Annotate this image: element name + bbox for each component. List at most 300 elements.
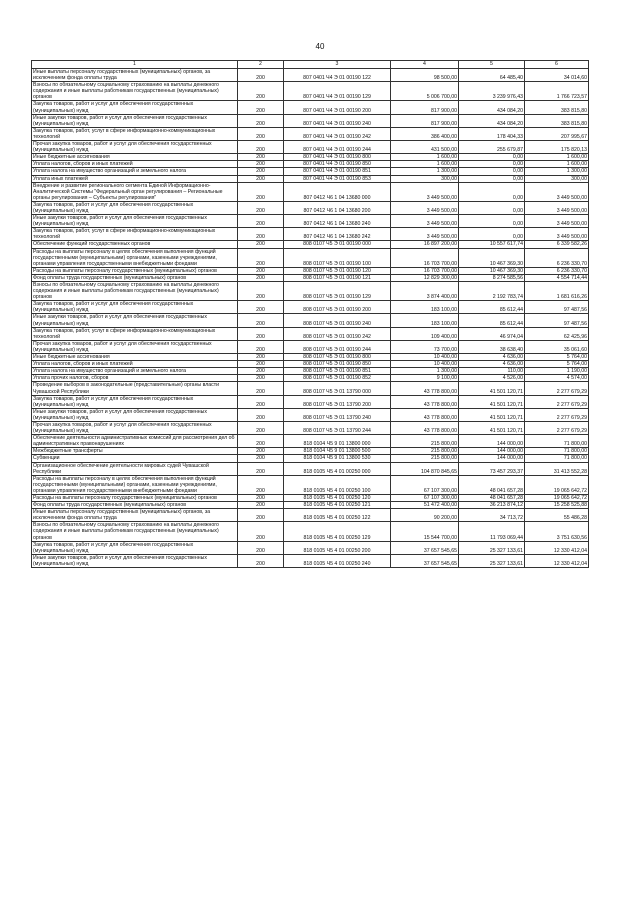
table-row (32, 462, 589, 475)
table-row (32, 327, 589, 340)
row-classification-code: 808 0107 Ч5 Э 01 00190 129 (284, 282, 391, 301)
row-name: Закупка товаров, работ и услуг для обеспечения государственных (муниципальных) нужд (32, 101, 238, 114)
row-code: 200 (238, 182, 284, 201)
table-row (32, 455, 589, 462)
row-classification-code: 808 0107 Ч5 Э 01 00190 851 (284, 368, 391, 375)
row-code: 200 (238, 267, 284, 274)
table-row (32, 340, 589, 353)
row-code: 200 (238, 215, 284, 228)
row-classification-code: 807 0401 Ч4 Э 01 00190 850 (284, 161, 391, 168)
row-code: 200 (238, 509, 284, 522)
row-classification-code: 807 0412 Ч6 1 04 13680 200 (284, 201, 391, 214)
row-approved-amount: 183 100,00 (391, 314, 459, 327)
row-classification-code: 818 0105 Ч5 4 01 00250 200 (284, 541, 391, 554)
row-name: Обеспечение деятельности административных комиссий для рассмотрения дел об административных правонарушениях (32, 435, 238, 448)
row-executed-amount: 64 485,40 (459, 69, 525, 82)
row-approved-amount: 67 107 300,00 (391, 495, 459, 502)
row-name: Закупка товаров, работ и услуг для обеспечения государственных (муниципальных) нужд (32, 395, 238, 408)
row-classification-code: 807 0412 Ч6 1 04 13680 240 (284, 215, 391, 228)
table-row (32, 368, 589, 375)
row-executed-amount: 4 636,00 (459, 354, 525, 361)
row-approved-amount: 215 800,00 (391, 448, 459, 455)
row-name: Проведение выборов в законодательные (представительные) органы власти Чувашской Республики (32, 382, 238, 395)
row-code: 200 (238, 327, 284, 340)
row-approved-amount: 386 400,00 (391, 127, 459, 140)
row-executed-amount: 0,00 (459, 228, 525, 241)
row-unexecuted-amount: 3 449 500,00 (525, 182, 589, 201)
row-approved-amount: 12 829 300,00 (391, 274, 459, 281)
row-executed-amount: 41 501 120,71 (459, 421, 525, 434)
row-name: Расходы на выплаты персоналу государственных (муниципальных) органов (32, 267, 238, 274)
table-row (32, 541, 589, 554)
row-unexecuted-amount: 15 258 525,88 (525, 502, 589, 509)
row-executed-amount: 41 501 120,71 (459, 382, 525, 395)
row-classification-code: 818 0104 Ч5 9 01 13800 000 (284, 435, 391, 448)
row-classification-code: 808 0107 Ч5 Э 01 13790 200 (284, 395, 391, 408)
row-executed-amount: 85 612,44 (459, 301, 525, 314)
row-name: Прочая закупка товаров, работ и услуг для обеспечения государственных (муниципальных) нужд (32, 340, 238, 353)
row-code: 200 (238, 368, 284, 375)
table-row (32, 228, 589, 241)
row-unexecuted-amount: 55 486,28 (525, 509, 589, 522)
row-unexecuted-amount: 35 061,60 (525, 340, 589, 353)
row-unexecuted-amount: 97 487,56 (525, 301, 589, 314)
row-approved-amount: 104 870 845,65 (391, 462, 459, 475)
row-name: Иные закупки товаров, работ и услуг для обеспечения государственных (муниципальных) нужд (32, 554, 238, 567)
row-executed-amount: 46 974,04 (459, 327, 525, 340)
row-name: Закупка товаров, работ, услуг в сфере информационно-коммуникационных технологий (32, 327, 238, 340)
row-unexecuted-amount: 1 766 723,57 (525, 82, 589, 101)
row-executed-amount: 0,00 (459, 175, 525, 182)
row-name: Взносы по обязательному социальному страхованию на выплаты денежного содержания и иные выплаты работникам государственных (муниципальных) органов (32, 522, 238, 541)
row-classification-code: 818 0105 Ч5 4 01 00250 121 (284, 502, 391, 509)
row-classification-code: 807 0401 Ч4 Э 01 00190 853 (284, 175, 391, 182)
row-name: Закупка товаров, работ и услуг для обеспечения государственных (муниципальных) нужд (32, 301, 238, 314)
table-row (32, 301, 589, 314)
row-name: Организационное обеспечение деятельности мировых судей Чувашской Республики (32, 462, 238, 475)
row-executed-amount: 41 501 120,71 (459, 408, 525, 421)
row-unexecuted-amount: 19 065 642,72 (525, 475, 589, 494)
row-classification-code: 818 0105 Ч5 4 01 00250 120 (284, 495, 391, 502)
row-classification-code: 808 0107 Ч5 Э 01 00190 120 (284, 267, 391, 274)
row-classification-code: 818 0104 Ч5 9 01 13800 530 (284, 455, 391, 462)
row-name: Расходы на выплаты персоналу в целях обеспечения выполнения функций государственными (муниципальными) органами, казенными учреждениями, органами управления государственными внебюджетными фондами (32, 475, 238, 494)
row-approved-amount: 16 703 700,00 (391, 267, 459, 274)
row-unexecuted-amount: 1 600,00 (525, 161, 589, 168)
row-approved-amount: 73 700,00 (391, 340, 459, 353)
row-code: 200 (238, 462, 284, 475)
table-row (32, 502, 589, 509)
row-classification-code: 807 0401 Ч4 Э 01 00190 200 (284, 101, 391, 114)
row-code: 200 (238, 475, 284, 494)
row-name: Взносы по обязательному социальному страхованию на выплаты денежного содержания и иные выплаты работникам государственных (муниципальных) органов (32, 82, 238, 101)
row-name: Иные выплаты персоналу государственных (муниципальных) органов, за исключением фонда оплаты труда (32, 69, 238, 82)
row-unexecuted-amount: 1 600,00 (525, 154, 589, 161)
row-name: Внедрение и развитие регионального сегмента Единой Информационно-Аналитической Системы "Федеральный орган регулирования – Региональные органы регулирования – Субъекты регулирования" (32, 182, 238, 201)
row-unexecuted-amount: 2 277 679,29 (525, 421, 589, 434)
row-unexecuted-amount: 5 764,00 (525, 361, 589, 368)
row-unexecuted-amount: 71 800,00 (525, 455, 589, 462)
row-classification-code: 818 0105 Ч5 4 01 00250 000 (284, 462, 391, 475)
row-executed-amount: 255 679,87 (459, 141, 525, 154)
row-executed-amount: 8 274 585,56 (459, 274, 525, 281)
row-executed-amount: 144 000,00 (459, 435, 525, 448)
table-row (32, 241, 589, 248)
table-row (32, 382, 589, 395)
table-row (32, 182, 589, 201)
row-name: Иные бюджетные ассигнования (32, 354, 238, 361)
row-approved-amount: 431 500,00 (391, 141, 459, 154)
row-name: Иные закупки товаров, работ и услуг для обеспечения государственных (муниципальных) нужд (32, 215, 238, 228)
row-classification-code: 807 0412 Ч6 1 04 13680 242 (284, 228, 391, 241)
row-name: Фонд оплаты труда государственных (муниципальных) органов (32, 502, 238, 509)
row-code: 200 (238, 495, 284, 502)
row-executed-amount: 144 000,00 (459, 448, 525, 455)
page-number: 40 (315, 42, 325, 51)
row-code: 200 (238, 541, 284, 554)
row-code: 200 (238, 114, 284, 127)
column-header-6: 6 (525, 61, 589, 69)
row-executed-amount: 4 636,00 (459, 361, 525, 368)
row-classification-code: 807 0401 Ч4 Э 01 00190 851 (284, 168, 391, 175)
row-code: 200 (238, 274, 284, 281)
row-approved-amount: 16 897 200,00 (391, 241, 459, 248)
table-row (32, 248, 589, 267)
row-name: Межбюджетные трансферты (32, 448, 238, 455)
row-name: Иные закупки товаров, работ и услуг для обеспечения государственных (муниципальных) нужд (32, 114, 238, 127)
row-code: 200 (238, 340, 284, 353)
row-approved-amount: 15 544 700,00 (391, 522, 459, 541)
row-name: Взносы по обязательному социальному страхованию на выплаты денежного содержания и иные выплаты работникам государственных (муниципальных) органов (32, 282, 238, 301)
row-classification-code: 807 0401 Ч4 Э 01 00190 244 (284, 141, 391, 154)
row-name: Закупка товаров, работ, услуг в сфере информационно-коммуникационных технологий (32, 127, 238, 140)
row-classification-code: 807 0401 Ч4 Э 01 00190 240 (284, 114, 391, 127)
table-row (32, 408, 589, 421)
row-approved-amount: 3 874 400,00 (391, 282, 459, 301)
row-executed-amount: 2 192 783,74 (459, 282, 525, 301)
row-unexecuted-amount: 5 764,00 (525, 354, 589, 361)
row-code: 200 (238, 455, 284, 462)
table-row (32, 161, 589, 168)
row-code: 200 (238, 395, 284, 408)
row-approved-amount: 1 300,00 (391, 168, 459, 175)
row-classification-code: 808 0107 Ч5 Э 01 00190 244 (284, 340, 391, 353)
row-executed-amount: 0,00 (459, 168, 525, 175)
row-classification-code: 807 0401 Ч4 Э 01 00190 122 (284, 69, 391, 82)
row-executed-amount: 144 000,00 (459, 455, 525, 462)
row-executed-amount: 10 557 617,74 (459, 241, 525, 248)
row-executed-amount: 4 526,00 (459, 375, 525, 382)
budget-execution-table (31, 60, 589, 568)
row-approved-amount: 9 100,00 (391, 375, 459, 382)
table-row (32, 522, 589, 541)
table-row (32, 201, 589, 214)
row-approved-amount: 1 600,00 (391, 161, 459, 168)
column-header-1: 1 (32, 61, 238, 69)
row-classification-code: 808 0107 Ч5 Э 01 00190 200 (284, 301, 391, 314)
table-row (32, 495, 589, 502)
row-unexecuted-amount: 34 014,60 (525, 69, 589, 82)
table-row (32, 361, 589, 368)
row-classification-code: 808 0107 Ч5 Э 01 00190 100 (284, 248, 391, 267)
table-row (32, 215, 589, 228)
table-row (32, 127, 589, 140)
table-row (32, 114, 589, 127)
row-unexecuted-amount: 6 236 330,70 (525, 248, 589, 267)
row-code: 200 (238, 175, 284, 182)
row-name: Иные закупки товаров, работ и услуг для обеспечения государственных (муниципальных) нужд (32, 314, 238, 327)
row-unexecuted-amount: 2 277 679,29 (525, 395, 589, 408)
row-executed-amount: 434 084,20 (459, 114, 525, 127)
row-approved-amount: 300,00 (391, 175, 459, 182)
row-code: 200 (238, 382, 284, 395)
table-row (32, 375, 589, 382)
row-classification-code: 807 0401 Ч4 Э 01 00190 242 (284, 127, 391, 140)
row-executed-amount: 25 327 133,61 (459, 554, 525, 567)
row-code: 200 (238, 361, 284, 368)
row-approved-amount: 10 400,00 (391, 361, 459, 368)
row-unexecuted-amount: 1 190,00 (525, 368, 589, 375)
row-name: Уплата прочих налогов, сборов (32, 375, 238, 382)
row-name: Расходы на выплаты персоналу в целях обеспечения выполнения функций государственными (муниципальными) органами, казенными учреждениями, органами управления государственными внебюджетными фондами (32, 248, 238, 267)
row-unexecuted-amount: 12 330 412,04 (525, 541, 589, 554)
table-body (32, 69, 589, 568)
table-row (32, 141, 589, 154)
row-code: 200 (238, 127, 284, 140)
row-approved-amount: 215 800,00 (391, 455, 459, 462)
row-approved-amount: 3 449 500,00 (391, 215, 459, 228)
table-row (32, 314, 589, 327)
row-unexecuted-amount: 383 815,80 (525, 101, 589, 114)
row-executed-amount: 34 713,72 (459, 509, 525, 522)
row-code: 200 (238, 228, 284, 241)
row-approved-amount: 215 800,00 (391, 435, 459, 448)
row-approved-amount: 109 400,00 (391, 327, 459, 340)
row-approved-amount: 43 778 800,00 (391, 421, 459, 434)
table-row (32, 282, 589, 301)
row-classification-code: 818 0105 Ч5 4 01 00250 240 (284, 554, 391, 567)
row-name: Иные бюджетные ассигнования (32, 154, 238, 161)
row-name: Закупка товаров, работ и услуг для обеспечения государственных (муниципальных) нужд (32, 201, 238, 214)
row-code: 200 (238, 154, 284, 161)
table-row (32, 435, 589, 448)
row-classification-code: 807 0412 Ч6 1 04 13680 000 (284, 182, 391, 201)
row-executed-amount: 11 793 069,44 (459, 522, 525, 541)
row-unexecuted-amount: 2 277 679,29 (525, 382, 589, 395)
row-unexecuted-amount: 207 995,67 (525, 127, 589, 140)
row-executed-amount: 73 457 293,37 (459, 462, 525, 475)
table-row (32, 154, 589, 161)
row-unexecuted-amount: 6 236 330,70 (525, 267, 589, 274)
row-classification-code: 818 0105 Ч5 4 01 00250 129 (284, 522, 391, 541)
row-executed-amount: 3 239 976,43 (459, 82, 525, 101)
row-unexecuted-amount: 300,00 (525, 175, 589, 182)
row-unexecuted-amount: 3 449 500,00 (525, 215, 589, 228)
row-unexecuted-amount: 4 574,00 (525, 375, 589, 382)
row-approved-amount: 90 200,00 (391, 509, 459, 522)
row-code: 200 (238, 435, 284, 448)
row-name: Закупка товаров, работ, услуг в сфере информационно-коммуникационных технологий (32, 228, 238, 241)
row-approved-amount: 37 657 545,65 (391, 541, 459, 554)
row-unexecuted-amount: 3 449 500,00 (525, 228, 589, 241)
row-code: 200 (238, 301, 284, 314)
row-code: 200 (238, 282, 284, 301)
row-name: Иные закупки товаров, работ и услуг для обеспечения государственных (муниципальных) нужд (32, 408, 238, 421)
row-classification-code: 808 0107 Ч5 Э 01 00190 242 (284, 327, 391, 340)
row-name: Обеспечение функций государственных органов (32, 241, 238, 248)
row-classification-code: 808 0107 Ч5 Э 01 00190 800 (284, 354, 391, 361)
row-executed-amount: 0,00 (459, 215, 525, 228)
row-executed-amount: 41 501 120,71 (459, 395, 525, 408)
row-classification-code: 808 0107 Ч5 Э 01 13790 240 (284, 408, 391, 421)
row-classification-code: 808 0107 Ч5 Э 01 13790 000 (284, 382, 391, 395)
row-classification-code: 808 0107 Ч5 Э 01 13790 244 (284, 421, 391, 434)
row-name: Прочая закупка товаров, работ и услуг для обеспечения государственных (муниципальных) нужд (32, 141, 238, 154)
row-executed-amount: 36 213 874,12 (459, 502, 525, 509)
row-code: 200 (238, 201, 284, 214)
row-unexecuted-amount: 383 815,80 (525, 114, 589, 127)
table-row (32, 509, 589, 522)
row-executed-amount: 110,00 (459, 368, 525, 375)
table-row (32, 354, 589, 361)
row-executed-amount: 48 041 657,28 (459, 495, 525, 502)
row-classification-code: 818 0104 Ч5 9 01 13800 500 (284, 448, 391, 455)
row-approved-amount: 16 703 700,00 (391, 248, 459, 267)
row-code: 200 (238, 141, 284, 154)
table-row (32, 175, 589, 182)
row-approved-amount: 3 449 500,00 (391, 182, 459, 201)
row-executed-amount: 0,00 (459, 182, 525, 201)
row-approved-amount: 817 900,00 (391, 101, 459, 114)
row-approved-amount: 10 400,00 (391, 354, 459, 361)
row-name: Уплата налога на имущество организаций и земельного налога (32, 168, 238, 175)
table-row (32, 82, 589, 101)
row-classification-code: 808 0107 Ч5 Э 01 00190 852 (284, 375, 391, 382)
row-executed-amount: 178 404,33 (459, 127, 525, 140)
header-row (32, 61, 589, 69)
row-classification-code: 807 0401 Ч4 Э 01 00190 800 (284, 154, 391, 161)
row-classification-code: 818 0105 Ч5 4 01 00250 100 (284, 475, 391, 494)
row-unexecuted-amount: 3 751 630,56 (525, 522, 589, 541)
row-name: Уплата иных платежей (32, 175, 238, 182)
row-executed-amount: 0,00 (459, 161, 525, 168)
row-approved-amount: 3 449 500,00 (391, 228, 459, 241)
row-code: 200 (238, 314, 284, 327)
table-row (32, 267, 589, 274)
row-approved-amount: 817 900,00 (391, 114, 459, 127)
row-executed-amount: 25 327 133,61 (459, 541, 525, 554)
row-approved-amount: 67 107 300,00 (391, 475, 459, 494)
table-row (32, 69, 589, 82)
row-executed-amount: 10 467 369,30 (459, 248, 525, 267)
table-row (32, 475, 589, 494)
row-code: 200 (238, 522, 284, 541)
row-name: Уплата налогов, сборов и иных платежей (32, 361, 238, 368)
row-code: 200 (238, 375, 284, 382)
row-executed-amount: 10 467 369,30 (459, 267, 525, 274)
column-header-3: 3 (284, 61, 391, 69)
row-name: Уплата налогов, сборов и иных платежей (32, 161, 238, 168)
row-code: 200 (238, 168, 284, 175)
table-row (32, 395, 589, 408)
row-classification-code: 808 0107 Ч5 Э 01 00190 850 (284, 361, 391, 368)
table-row (32, 448, 589, 455)
row-code: 200 (238, 421, 284, 434)
row-executed-amount: 434 084,20 (459, 101, 525, 114)
row-executed-amount: 0,00 (459, 154, 525, 161)
row-name: Расходы на выплаты персоналу государственных (муниципальных) органов (32, 495, 238, 502)
row-code: 200 (238, 354, 284, 361)
row-unexecuted-amount: 71 800,00 (525, 435, 589, 448)
row-unexecuted-amount: 12 330 412,04 (525, 554, 589, 567)
row-approved-amount: 3 449 500,00 (391, 201, 459, 214)
column-header-4: 4 (391, 61, 459, 69)
row-executed-amount: 48 041 657,28 (459, 475, 525, 494)
row-code: 200 (238, 161, 284, 168)
row-code: 200 (238, 448, 284, 455)
row-unexecuted-amount: 19 065 642,72 (525, 495, 589, 502)
row-unexecuted-amount: 97 487,56 (525, 314, 589, 327)
table-row (32, 101, 589, 114)
row-classification-code: 807 0401 Ч4 Э 01 00190 129 (284, 82, 391, 101)
row-name: Закупка товаров, работ и услуг для обеспечения государственных (муниципальных) нужд (32, 541, 238, 554)
row-code: 200 (238, 241, 284, 248)
row-name: Уплата налога на имущество организаций и земельного налога (32, 368, 238, 375)
row-executed-amount: 0,00 (459, 201, 525, 214)
row-classification-code: 808 0107 Ч5 Э 01 00190 121 (284, 274, 391, 281)
row-executed-amount: 38 638,40 (459, 340, 525, 353)
row-unexecuted-amount: 62 425,96 (525, 327, 589, 340)
column-header-5: 5 (459, 61, 525, 69)
row-name: Фонд оплаты труда государственных (муниципальных) органов (32, 274, 238, 281)
row-unexecuted-amount: 31 413 552,28 (525, 462, 589, 475)
row-code: 200 (238, 101, 284, 114)
row-unexecuted-amount: 1 681 616,26 (525, 282, 589, 301)
row-approved-amount: 1 300,00 (391, 368, 459, 375)
row-approved-amount: 37 657 545,65 (391, 554, 459, 567)
row-name: Прочая закупка товаров, работ и услуг для обеспечения государственных (муниципальных) нужд (32, 421, 238, 434)
row-approved-amount: 1 600,00 (391, 154, 459, 161)
row-classification-code: 808 0107 Ч5 Э 01 00190 000 (284, 241, 391, 248)
row-approved-amount: 43 778 800,00 (391, 408, 459, 421)
table-row (32, 554, 589, 567)
row-code: 200 (238, 554, 284, 567)
row-unexecuted-amount: 175 820,13 (525, 141, 589, 154)
row-unexecuted-amount: 3 449 500,00 (525, 201, 589, 214)
table-row (32, 168, 589, 175)
row-approved-amount: 43 778 800,00 (391, 382, 459, 395)
table-row (32, 274, 589, 281)
row-classification-code: 818 0105 Ч5 4 01 00250 122 (284, 509, 391, 522)
row-unexecuted-amount: 4 554 714,44 (525, 274, 589, 281)
row-code: 200 (238, 502, 284, 509)
table-row (32, 421, 589, 434)
row-unexecuted-amount: 6 339 582,26 (525, 241, 589, 248)
row-unexecuted-amount: 71 800,00 (525, 448, 589, 455)
column-header-2: 2 (238, 61, 284, 69)
row-code: 200 (238, 69, 284, 82)
row-code: 200 (238, 248, 284, 267)
row-name: Иные выплаты персоналу государственных (муниципальных) органов, за исключением фонда оплаты труда (32, 509, 238, 522)
row-name: Субвенции (32, 455, 238, 462)
row-executed-amount: 85 612,44 (459, 314, 525, 327)
row-code: 200 (238, 408, 284, 421)
row-approved-amount: 5 006 700,00 (391, 82, 459, 101)
row-approved-amount: 183 100,00 (391, 301, 459, 314)
row-approved-amount: 51 472 400,00 (391, 502, 459, 509)
row-approved-amount: 98 500,00 (391, 69, 459, 82)
row-unexecuted-amount: 1 300,00 (525, 168, 589, 175)
